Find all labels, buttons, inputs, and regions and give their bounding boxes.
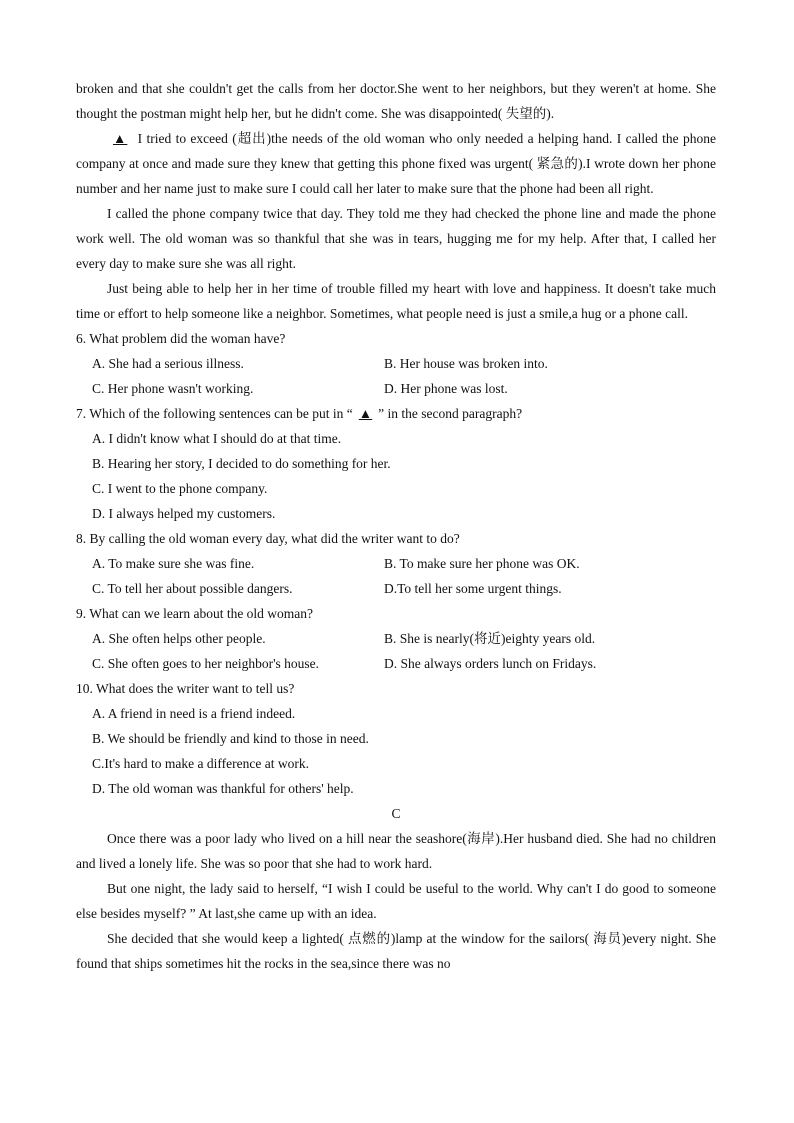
option-row (76, 351, 716, 376)
question-stem: 6. What problem did the woman have? (76, 331, 286, 346)
passage-b-paragraph-4: Just being able to help her in her time of trouble filled my heart with love and happiness. It doesn't take much time or effort to help someone like a neighbor. Sometimes, what people need is just a smile,a hug or a phone call. (76, 281, 716, 321)
question-9 (76, 601, 716, 676)
option-b: B. To make sure her phone was OK. (384, 556, 580, 571)
question-8 (76, 526, 716, 601)
passage-c-paragraph-1: Once there was a poor lady who lived on a hill near the seashore(海岸).Her husband died. She had no children and lived a lonely life. She was so poor that she had to work hard. (76, 831, 716, 871)
option-c: C. To tell her about possible dangers. (92, 581, 293, 596)
option-a: A. I didn't know what I should do at that time. (92, 431, 342, 446)
document-content (76, 76, 716, 976)
question-7 (76, 401, 716, 526)
option-c: C.It's hard to make a difference at work. (92, 756, 309, 771)
question-stem-start: 7. Which of the following sentences can be put in “ (76, 406, 353, 421)
option-a: A. She had a serious illness. (92, 356, 244, 371)
question-stem (76, 401, 716, 426)
option-c: C. She often goes to her neighbor's house. (92, 656, 320, 671)
question-6 (76, 326, 716, 401)
question-stem: 9. What can we learn about the old woman? (76, 606, 314, 621)
option-d: D. The old woman was thankful for others' help. (92, 781, 354, 796)
option-b: B. She is nearly(将近)eighty years old. (384, 631, 596, 646)
option-row (76, 651, 716, 676)
passage-b-paragraph-2 (76, 126, 716, 201)
passage-b-paragraph-2-text: I tried to exceed (超出)the needs of the old woman who only needed a helping hand. I called the phone company at once and made sure they knew that getting this phone fixed was urgent( 紧急的).I wrote down her phone number and her name just to make sure I could call her later to make sure that the phone had been all right. (76, 131, 716, 196)
question-stem-end: ” in the second paragraph? (378, 406, 523, 421)
question-stem: 8. By calling the old woman every day, what did the writer want to do? (76, 531, 460, 546)
option-d: D. Her phone was lost. (384, 381, 508, 396)
option-b: B. Hearing her story, I decided to do something for her. (92, 456, 391, 471)
option-a: A. She often helps other people. (92, 631, 266, 646)
question-10 (76, 676, 716, 801)
option-d: D.To tell her some urgent things. (384, 581, 562, 596)
option-d: D. I always helped my customers. (92, 506, 276, 521)
option-a: A. To make sure she was fine. (92, 556, 255, 571)
option-c: C. I went to the phone company. (92, 481, 268, 496)
option-b: B. Her house was broken into. (384, 356, 548, 371)
question-stem: 10. What does the writer want to tell us? (76, 681, 295, 696)
blank-marker: ▲ (358, 406, 373, 421)
passage-c-paragraph-2: But one night, the lady said to herself, “I wish I could be useful to the world. Why can't I do good to someone else besides myself? ” At last,she came up with an idea. (76, 881, 716, 921)
blank-marker: ▲ (113, 131, 128, 146)
option-c: C. Her phone wasn't working. (92, 381, 254, 396)
passage-b-paragraph-3: I called the phone company twice that day. They told me they had checked the phone line and made the phone work well. The old woman was so thankful that she was in tears, hugging me for my help. After that, I called her every day to make sure she was all right. (76, 206, 716, 271)
option-row (76, 626, 716, 651)
option-d: D. She always orders lunch on Fridays. (384, 656, 597, 671)
passage-b-paragraph-1: broken and that she couldn't get the calls from her doctor.She went to her neighbors, but they weren't at home. She thought the postman might help her, but he didn't come. She was disappointed( 失望的). (76, 81, 716, 121)
option-b: B. We should be friendly and kind to those in need. (92, 731, 369, 746)
option-row (76, 376, 716, 401)
option-row (76, 576, 716, 601)
passage-c-paragraph-3: She decided that she would keep a lighted( 点燃的)lamp at the window for the sailors( 海员)every night. She found that ships sometimes hit the rocks in the sea,since there was no (76, 931, 716, 971)
section-label-c: C (391, 806, 401, 821)
option-a: A. A friend in need is a friend indeed. (92, 706, 296, 721)
option-row (76, 551, 716, 576)
